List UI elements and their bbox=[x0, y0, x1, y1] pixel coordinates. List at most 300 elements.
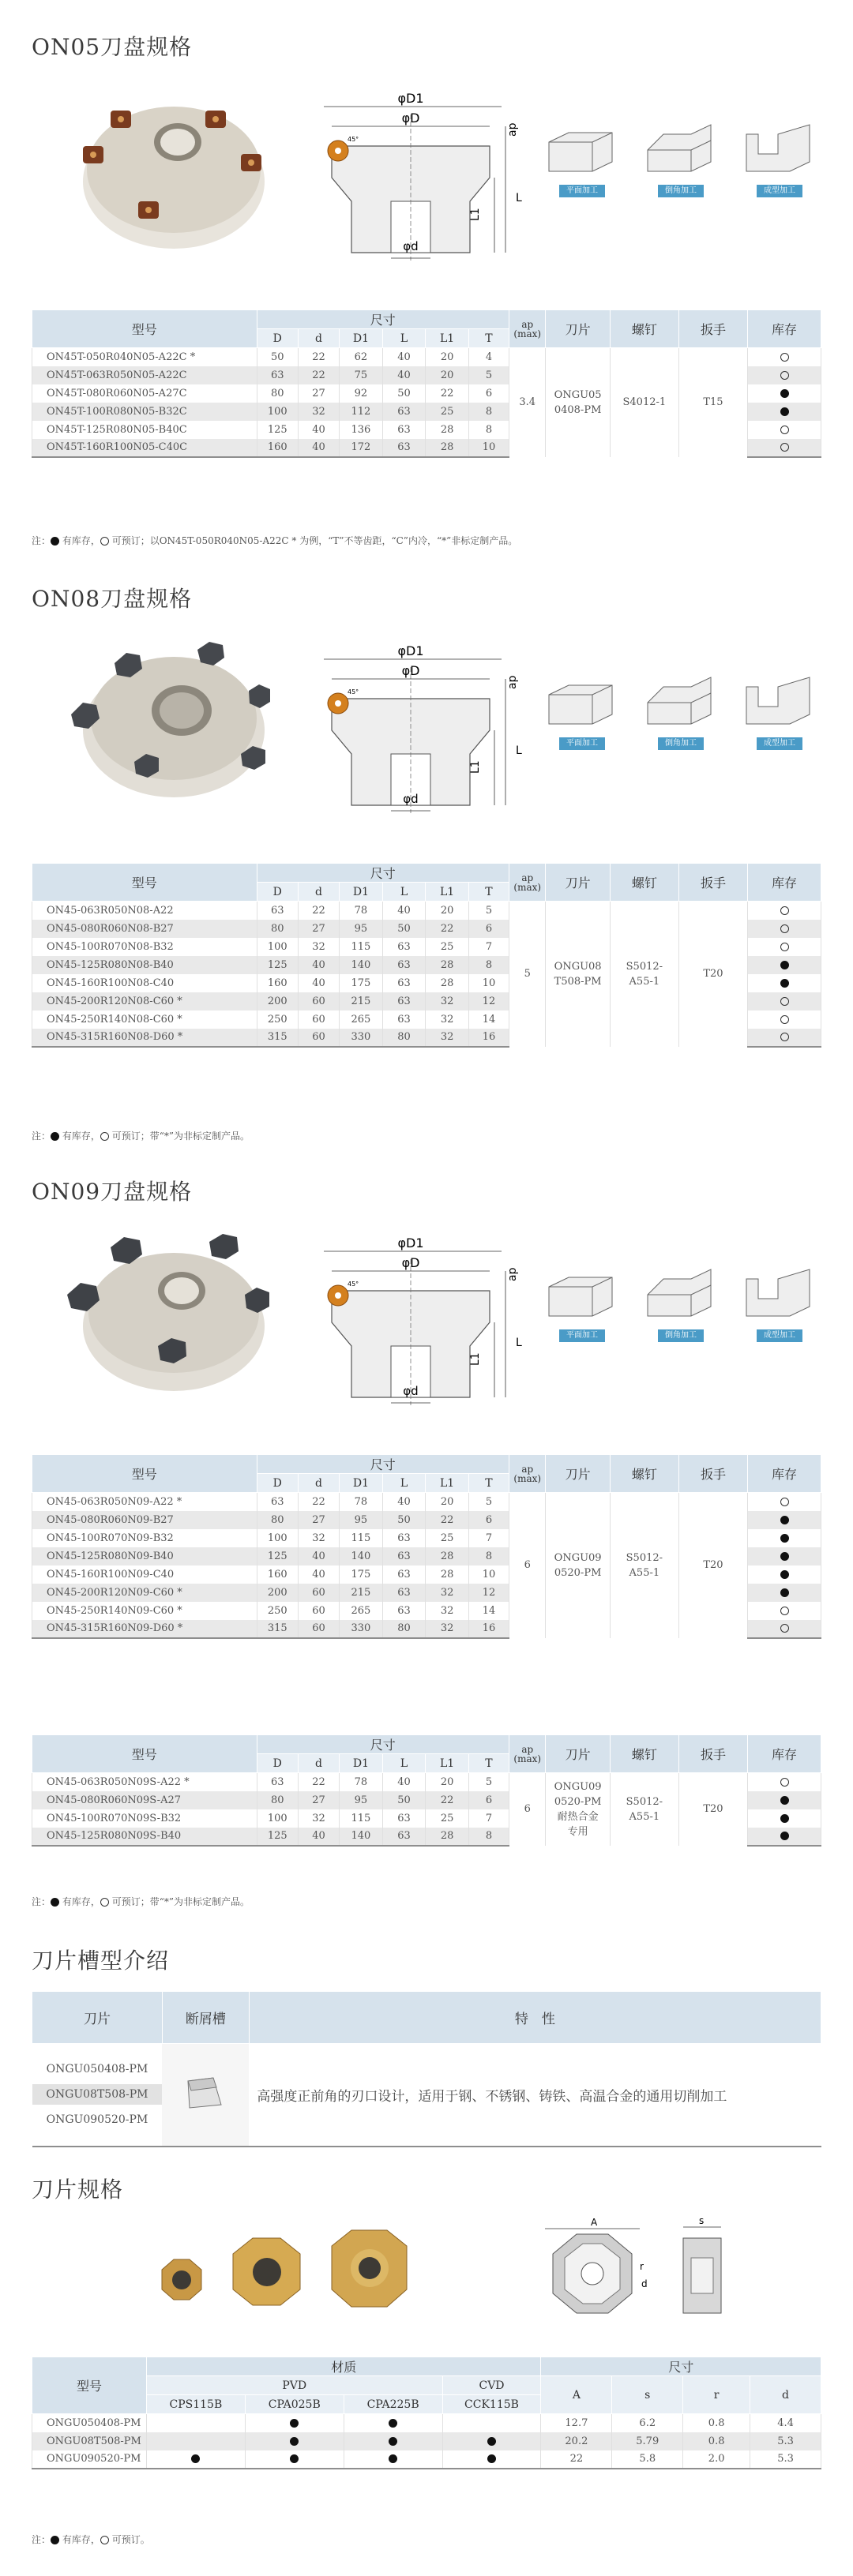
dim-cell-d: 27 bbox=[298, 1511, 339, 1529]
th-ap: ap (max) bbox=[509, 1735, 546, 1773]
dim-cell-D: 125 bbox=[257, 1547, 298, 1565]
dim-cell-T: 16 bbox=[468, 1620, 509, 1638]
stock-cell bbox=[748, 1565, 821, 1584]
grade-cell-0 bbox=[146, 2450, 245, 2469]
in-stock-icon bbox=[290, 2454, 299, 2463]
dim-cell-T: 12 bbox=[468, 1584, 509, 1602]
in-stock-icon bbox=[780, 1588, 789, 1597]
preorder-icon bbox=[780, 1624, 789, 1633]
dim-cell-D1: 215 bbox=[340, 992, 383, 1011]
note-insert: 注： 有库存， 可预订。 bbox=[32, 2534, 150, 2545]
note-on08: 注： 有库存， 可预订；带“*”为非标定制产品。 bbox=[32, 1131, 250, 1142]
grade-cell-1 bbox=[245, 2432, 344, 2450]
in-stock-icon bbox=[191, 2454, 200, 2463]
in-stock-symbol bbox=[51, 1898, 59, 1907]
th-L: L bbox=[382, 1754, 426, 1773]
shape-chamfer bbox=[636, 1263, 723, 1342]
shape-face-milling bbox=[537, 1263, 624, 1342]
dim-cell-L: 63 bbox=[382, 1809, 426, 1828]
insert-cell: ONGU09 0520-PM 耐热合金 专用 bbox=[546, 1773, 610, 1846]
model-cell: ON45-315R160N08-D60 * bbox=[32, 1029, 257, 1047]
in-stock-icon bbox=[780, 1570, 789, 1579]
dim-cell-D: 63 bbox=[257, 1493, 298, 1511]
model-cell: ON45-063R050N09-A22 * bbox=[32, 1493, 257, 1511]
wrench-cell: T15 bbox=[678, 348, 747, 457]
insert-cell: ONGU09 0520-PM bbox=[546, 1493, 610, 1638]
th-insert: 刀片 bbox=[546, 1735, 610, 1773]
dim-label-L1: L1 bbox=[469, 1352, 482, 1366]
model-cell: ON45-200R120N08-C60 * bbox=[32, 992, 257, 1011]
dim-cell-L1: 28 bbox=[426, 1565, 469, 1584]
th-model: 型号 bbox=[32, 1735, 257, 1773]
th-screw: 螺钉 bbox=[610, 864, 678, 902]
dim-cell-L1: 28 bbox=[426, 421, 469, 439]
machining-shapes-on05 bbox=[537, 118, 821, 205]
wrench-cell: T20 bbox=[678, 1493, 747, 1638]
th-grade-0: CPS115B bbox=[146, 2395, 245, 2414]
dim-cell-L1: 28 bbox=[426, 1828, 469, 1846]
insert-model-cell: ONGU050408-PM bbox=[32, 2414, 147, 2432]
shape-label-chamfer: 倒角加工 bbox=[658, 185, 704, 197]
in-stock-icon bbox=[780, 1516, 789, 1524]
dim-cell-T: 8 bbox=[468, 1828, 509, 1846]
model-cell: ON45-100R070N09-B32 bbox=[32, 1529, 257, 1547]
in-stock-icon bbox=[389, 2437, 397, 2446]
dim-cell-L: 63 bbox=[382, 1547, 426, 1565]
shape-label-chamfer: 倒角加工 bbox=[658, 737, 704, 750]
th-D1: D1 bbox=[340, 1754, 383, 1773]
dim-cell-d: 60 bbox=[298, 1584, 339, 1602]
table-row bbox=[32, 2432, 821, 2450]
stock-cell bbox=[748, 1773, 821, 1791]
insert-dim-cell-d: 4.4 bbox=[750, 2414, 821, 2432]
dim-cell-L: 63 bbox=[382, 1011, 426, 1029]
preorder-icon bbox=[780, 1778, 789, 1787]
dim-cell-T: 12 bbox=[468, 992, 509, 1011]
dim-cell-D1: 62 bbox=[340, 348, 383, 366]
th-cvd: CVD bbox=[442, 2376, 541, 2395]
dim-cell-d: 40 bbox=[298, 956, 339, 974]
dim-cell-T: 10 bbox=[468, 439, 509, 457]
dim-cell-D1: 78 bbox=[340, 902, 383, 920]
dim-cell-T: 6 bbox=[468, 920, 509, 938]
stock-cell bbox=[748, 992, 821, 1011]
shape-label-face: 平面加工 bbox=[559, 185, 605, 197]
in-stock-icon bbox=[487, 2437, 496, 2446]
machining-shapes-on09 bbox=[537, 1263, 821, 1350]
preorder-icon bbox=[780, 924, 789, 933]
spec-table-on09 bbox=[32, 1454, 821, 1639]
dim-cell-L1: 32 bbox=[426, 1602, 469, 1620]
dim-cell-D1: 140 bbox=[340, 956, 383, 974]
chipbreaker-icon bbox=[182, 2073, 229, 2113]
th-groove-chip: 断屑槽 bbox=[162, 1992, 249, 2044]
model-cell: ON45-063R050N08-A22 bbox=[32, 902, 257, 920]
insert-dim-cell-d: 5.3 bbox=[750, 2432, 821, 2450]
dim-label-D: φD bbox=[401, 111, 420, 126]
dim-cell-D: 315 bbox=[257, 1620, 298, 1638]
dim-cell-L: 40 bbox=[382, 902, 426, 920]
stock-cell bbox=[748, 920, 821, 938]
shape-label-face: 平面加工 bbox=[559, 737, 605, 750]
dim-label-D1: φD1 bbox=[397, 91, 424, 106]
insert-dim-cell-A: 12.7 bbox=[541, 2414, 612, 2432]
th-ap: ap (max) bbox=[509, 864, 546, 902]
th-insert-model: 型号 bbox=[32, 2357, 147, 2414]
dim-cell-D1: 112 bbox=[340, 403, 383, 421]
th-screw: 螺钉 bbox=[610, 1455, 678, 1493]
model-cell: ON45-250R140N09-C60 * bbox=[32, 1602, 257, 1620]
model-cell: ON45T-125R080N05-B40C bbox=[32, 421, 257, 439]
grade-cell-3 bbox=[442, 2414, 541, 2432]
in-stock-icon bbox=[780, 1796, 789, 1805]
stock-cell bbox=[748, 956, 821, 974]
dim-cell-T: 6 bbox=[468, 384, 509, 403]
shape-profile bbox=[735, 118, 821, 197]
dim-cell-D: 100 bbox=[257, 938, 298, 956]
dim-cell-T: 16 bbox=[468, 1029, 509, 1047]
insert-dim-r: r bbox=[640, 2261, 644, 2272]
dim-cell-D: 160 bbox=[257, 439, 298, 457]
stock-cell bbox=[748, 974, 821, 992]
dim-label-d: φd bbox=[403, 1384, 419, 1398]
dim-cell-D: 250 bbox=[257, 1011, 298, 1029]
dim-cell-L1: 28 bbox=[426, 974, 469, 992]
th-size-d: d bbox=[750, 2376, 821, 2414]
dim-cell-L1: 22 bbox=[426, 384, 469, 403]
grade-cell-3 bbox=[442, 2432, 541, 2450]
dim-cell-L1: 25 bbox=[426, 938, 469, 956]
stock-cell bbox=[748, 1493, 821, 1511]
cutter-photo-on08 bbox=[47, 628, 284, 809]
stock-cell bbox=[748, 1828, 821, 1846]
dim-cell-D1: 175 bbox=[340, 974, 383, 992]
model-cell: ON45T-080R060N05-A27C bbox=[32, 384, 257, 403]
in-stock-icon bbox=[780, 407, 789, 416]
th-L1: L1 bbox=[426, 1754, 469, 1773]
dim-cell-d: 60 bbox=[298, 1011, 339, 1029]
preorder-icon bbox=[780, 943, 789, 951]
screw-cell: S5012- A55-1 bbox=[610, 1493, 678, 1638]
dim-cell-L1: 20 bbox=[426, 366, 469, 384]
dim-cell-L: 50 bbox=[382, 1511, 426, 1529]
th-screw: 螺钉 bbox=[610, 310, 678, 348]
table-row bbox=[32, 2414, 821, 2432]
dim-cell-D: 80 bbox=[257, 1511, 298, 1529]
dim-cell-L: 63 bbox=[382, 439, 426, 457]
dim-cell-d: 60 bbox=[298, 992, 339, 1011]
dim-label-D1: φD1 bbox=[397, 643, 424, 658]
dim-cell-d: 60 bbox=[298, 1602, 339, 1620]
dim-cell-L: 63 bbox=[382, 1529, 426, 1547]
stock-cell bbox=[748, 1620, 821, 1638]
stock-cell bbox=[748, 439, 821, 457]
dim-cell-L: 63 bbox=[382, 1565, 426, 1584]
dim-cell-D: 63 bbox=[257, 366, 298, 384]
dim-label-L: L bbox=[516, 192, 522, 204]
th-groove-feature: 特 性 bbox=[249, 1992, 821, 2044]
th-insert: 刀片 bbox=[546, 1455, 610, 1493]
groove-table bbox=[32, 1991, 821, 2147]
dim-cell-L: 50 bbox=[382, 384, 426, 403]
dim-cell-L1: 22 bbox=[426, 1791, 469, 1809]
dim-cell-D: 80 bbox=[257, 1791, 298, 1809]
dim-cell-L: 80 bbox=[382, 1029, 426, 1047]
dim-cell-D1: 78 bbox=[340, 1493, 383, 1511]
shape-face-milling bbox=[537, 118, 624, 197]
preorder-icon bbox=[780, 1015, 789, 1024]
dim-cell-D: 63 bbox=[257, 902, 298, 920]
dim-cell-d: 60 bbox=[298, 1029, 339, 1047]
dim-cell-D: 63 bbox=[257, 1773, 298, 1791]
stock-cell bbox=[748, 1511, 821, 1529]
dim-cell-d: 27 bbox=[298, 1791, 339, 1809]
dim-cell-D: 100 bbox=[257, 403, 298, 421]
th-D1: D1 bbox=[340, 329, 383, 348]
dim-cell-D1: 115 bbox=[340, 1809, 383, 1828]
section-title-insert: 刀片规格 bbox=[32, 2177, 124, 2203]
shape-face-milling bbox=[537, 671, 624, 750]
insert-model-cell: ONGU08T508-PM bbox=[32, 2432, 147, 2450]
grade-cell-3 bbox=[442, 2450, 541, 2469]
dim-cell-T: 7 bbox=[468, 1809, 509, 1828]
model-cell: ON45-125R080N08-B40 bbox=[32, 956, 257, 974]
model-cell: ON45-125R080N09S-B40 bbox=[32, 1828, 257, 1846]
stock-cell bbox=[748, 348, 821, 366]
th-size: 尺寸 bbox=[257, 1735, 509, 1754]
dim-cell-D1: 140 bbox=[340, 1547, 383, 1565]
dim-cell-L1: 20 bbox=[426, 348, 469, 366]
in-stock-icon bbox=[780, 1552, 789, 1561]
th-model: 型号 bbox=[32, 310, 257, 348]
table-row bbox=[32, 348, 821, 366]
dim-cell-D1: 330 bbox=[340, 1620, 383, 1638]
model-cell: ON45-063R050N09S-A22 * bbox=[32, 1773, 257, 1791]
groove-insert-2: ONGU090520-PM bbox=[46, 2113, 148, 2127]
model-cell: ON45-125R080N09-B40 bbox=[32, 1547, 257, 1565]
dim-cell-L1: 20 bbox=[426, 1773, 469, 1791]
dim-cell-T: 8 bbox=[468, 1547, 509, 1565]
dim-cell-D: 160 bbox=[257, 1565, 298, 1584]
dim-label-ap: ap bbox=[506, 122, 519, 137]
preorder-icon bbox=[780, 997, 789, 1006]
dim-cell-L: 40 bbox=[382, 1493, 426, 1511]
dim-cell-d: 27 bbox=[298, 920, 339, 938]
screw-cell: S5012- A55-1 bbox=[610, 1773, 678, 1846]
dim-cell-L: 63 bbox=[382, 956, 426, 974]
dim-cell-L1: 32 bbox=[426, 1584, 469, 1602]
shape-chamfer bbox=[636, 118, 723, 197]
in-stock-symbol bbox=[51, 2536, 59, 2544]
preorder-symbol bbox=[100, 1898, 109, 1907]
grade-cell-1 bbox=[245, 2450, 344, 2469]
dim-cell-d: 22 bbox=[298, 366, 339, 384]
shape-label-profile: 成型加工 bbox=[757, 737, 802, 750]
th-L: L bbox=[382, 329, 426, 348]
figure-row-on08 bbox=[0, 628, 853, 809]
groove-insert-0: ONGU050408-PM bbox=[46, 2063, 148, 2076]
table-row bbox=[32, 1773, 821, 1791]
shape-label-profile: 成型加工 bbox=[757, 185, 802, 197]
dim-cell-T: 8 bbox=[468, 403, 509, 421]
stock-cell bbox=[748, 1791, 821, 1809]
preorder-icon bbox=[780, 426, 789, 434]
dim-cell-D1: 140 bbox=[340, 1828, 383, 1846]
table-row bbox=[32, 902, 821, 920]
th-stock: 库存 bbox=[748, 1735, 821, 1773]
stock-cell bbox=[748, 403, 821, 421]
dim-cell-D: 125 bbox=[257, 1828, 298, 1846]
dim-label-L: L bbox=[516, 1337, 522, 1349]
preorder-icon bbox=[780, 353, 789, 362]
th-L1: L1 bbox=[426, 883, 469, 902]
dim-cell-D: 50 bbox=[257, 348, 298, 366]
th-T: T bbox=[468, 329, 509, 348]
dim-cell-D: 80 bbox=[257, 384, 298, 403]
dim-cell-d: 32 bbox=[298, 1529, 339, 1547]
dim-cell-L1: 25 bbox=[426, 1529, 469, 1547]
preorder-icon bbox=[780, 1607, 789, 1615]
stock-cell bbox=[748, 1011, 821, 1029]
th-D: D bbox=[257, 1474, 298, 1493]
dim-cell-T: 6 bbox=[468, 1791, 509, 1809]
dim-cell-D: 80 bbox=[257, 920, 298, 938]
dim-cell-d: 40 bbox=[298, 1547, 339, 1565]
dim-cell-L: 63 bbox=[382, 1584, 426, 1602]
shape-chamfer bbox=[636, 671, 723, 750]
in-stock-icon bbox=[780, 1534, 789, 1543]
th-D: D bbox=[257, 1754, 298, 1773]
dimension-drawing-on05 bbox=[316, 83, 521, 264]
th-L1: L1 bbox=[426, 1474, 469, 1493]
dim-cell-D1: 172 bbox=[340, 439, 383, 457]
wrench-cell: T20 bbox=[678, 902, 747, 1047]
shape-label-chamfer: 倒角加工 bbox=[658, 1329, 704, 1342]
dim-cell-D: 125 bbox=[257, 956, 298, 974]
dim-cell-L1: 28 bbox=[426, 956, 469, 974]
insert-dim-cell-r: 0.8 bbox=[683, 2432, 750, 2450]
th-model: 型号 bbox=[32, 1455, 257, 1493]
shape-profile bbox=[735, 1263, 821, 1342]
dim-cell-D1: 330 bbox=[340, 1029, 383, 1047]
dim-cell-T: 8 bbox=[468, 956, 509, 974]
dim-cell-L: 80 bbox=[382, 1620, 426, 1638]
th-model: 型号 bbox=[32, 864, 257, 902]
dim-cell-T: 8 bbox=[468, 421, 509, 439]
dim-cell-L: 50 bbox=[382, 920, 426, 938]
th-d: d bbox=[298, 1754, 339, 1773]
th-D: D bbox=[257, 329, 298, 348]
dim-cell-L1: 25 bbox=[426, 1809, 469, 1828]
dim-cell-T: 5 bbox=[468, 902, 509, 920]
grade-cell-2 bbox=[344, 2414, 442, 2432]
dim-cell-L1: 28 bbox=[426, 439, 469, 457]
dim-label-L1: L1 bbox=[469, 760, 482, 774]
shape-label-profile: 成型加工 bbox=[757, 1329, 802, 1342]
model-cell: ON45-160R100N08-C40 bbox=[32, 974, 257, 992]
th-grade-1: CPA025B bbox=[245, 2395, 344, 2414]
preorder-icon bbox=[780, 906, 789, 915]
th-D1: D1 bbox=[340, 1474, 383, 1493]
preorder-icon bbox=[780, 443, 789, 452]
dimension-drawing-on08 bbox=[316, 636, 521, 817]
spec-table-on09s bbox=[32, 1734, 821, 1847]
th-wrench: 扳手 bbox=[678, 1455, 747, 1493]
in-stock-icon bbox=[487, 2454, 496, 2463]
insert-photos bbox=[126, 2226, 474, 2345]
dim-cell-D: 200 bbox=[257, 992, 298, 1011]
dim-cell-L: 63 bbox=[382, 403, 426, 421]
grade-cell-0 bbox=[146, 2414, 245, 2432]
dim-cell-L: 63 bbox=[382, 992, 426, 1011]
insert-dim-cell-A: 20.2 bbox=[541, 2432, 612, 2450]
in-stock-symbol bbox=[51, 537, 59, 546]
dim-cell-T: 7 bbox=[468, 1529, 509, 1547]
dim-cell-L1: 22 bbox=[426, 920, 469, 938]
cutter-photo-on05 bbox=[47, 75, 284, 257]
insert-spec-table bbox=[32, 2357, 821, 2469]
th-L: L bbox=[382, 883, 426, 902]
th-stock: 库存 bbox=[748, 864, 821, 902]
shape-profile bbox=[735, 671, 821, 750]
preorder-symbol bbox=[100, 1132, 109, 1141]
stock-cell bbox=[748, 366, 821, 384]
insert-cell: ONGU05 0408-PM bbox=[546, 348, 610, 457]
dim-cell-d: 32 bbox=[298, 938, 339, 956]
dim-cell-L: 40 bbox=[382, 366, 426, 384]
section-title-on05: ON05刀盘规格 bbox=[32, 34, 193, 60]
dim-cell-L: 40 bbox=[382, 348, 426, 366]
dim-cell-L1: 32 bbox=[426, 1011, 469, 1029]
dimension-drawing-on09 bbox=[316, 1228, 521, 1409]
stock-cell bbox=[748, 1602, 821, 1620]
dim-cell-L: 63 bbox=[382, 974, 426, 992]
th-d: d bbox=[298, 1474, 339, 1493]
insert-dim-d: d bbox=[641, 2278, 648, 2289]
grade-cell-2 bbox=[344, 2432, 442, 2450]
wrench-cell: T20 bbox=[678, 1773, 747, 1846]
th-insert: 刀片 bbox=[546, 310, 610, 348]
dim-cell-D: 250 bbox=[257, 1602, 298, 1620]
stock-cell bbox=[748, 1029, 821, 1047]
th-screw: 螺钉 bbox=[610, 1735, 678, 1773]
dim-cell-D1: 95 bbox=[340, 1511, 383, 1529]
preorder-icon bbox=[780, 1498, 789, 1506]
th-wrench: 扳手 bbox=[678, 310, 747, 348]
insert-dim-cell-r: 0.8 bbox=[683, 2414, 750, 2432]
shape-label-face: 平面加工 bbox=[559, 1329, 605, 1342]
dim-cell-L1: 20 bbox=[426, 902, 469, 920]
model-cell: ON45-080R060N09S-A27 bbox=[32, 1791, 257, 1809]
insert-model-cell: ONGU090520-PM bbox=[32, 2450, 147, 2469]
section-title-on08: ON08刀盘规格 bbox=[32, 586, 193, 612]
model-cell: ON45T-100R080N05-B32C bbox=[32, 403, 257, 421]
dim-cell-D1: 92 bbox=[340, 384, 383, 403]
stock-cell bbox=[748, 1547, 821, 1565]
dim-cell-L: 63 bbox=[382, 421, 426, 439]
insert-dim-cell-r: 2.0 bbox=[683, 2450, 750, 2469]
dim-cell-L: 63 bbox=[382, 1602, 426, 1620]
dim-cell-L: 40 bbox=[382, 1773, 426, 1791]
dim-cell-d: 40 bbox=[298, 1828, 339, 1846]
insert-dimension-drawing bbox=[521, 2214, 782, 2341]
in-stock-icon bbox=[290, 2419, 299, 2428]
spec-table-on05 bbox=[32, 309, 821, 458]
dim-cell-D1: 115 bbox=[340, 1529, 383, 1547]
dim-cell-d: 22 bbox=[298, 902, 339, 920]
dim-label-L: L bbox=[516, 744, 522, 757]
insert-dim-cell-s: 5.8 bbox=[612, 2450, 683, 2469]
